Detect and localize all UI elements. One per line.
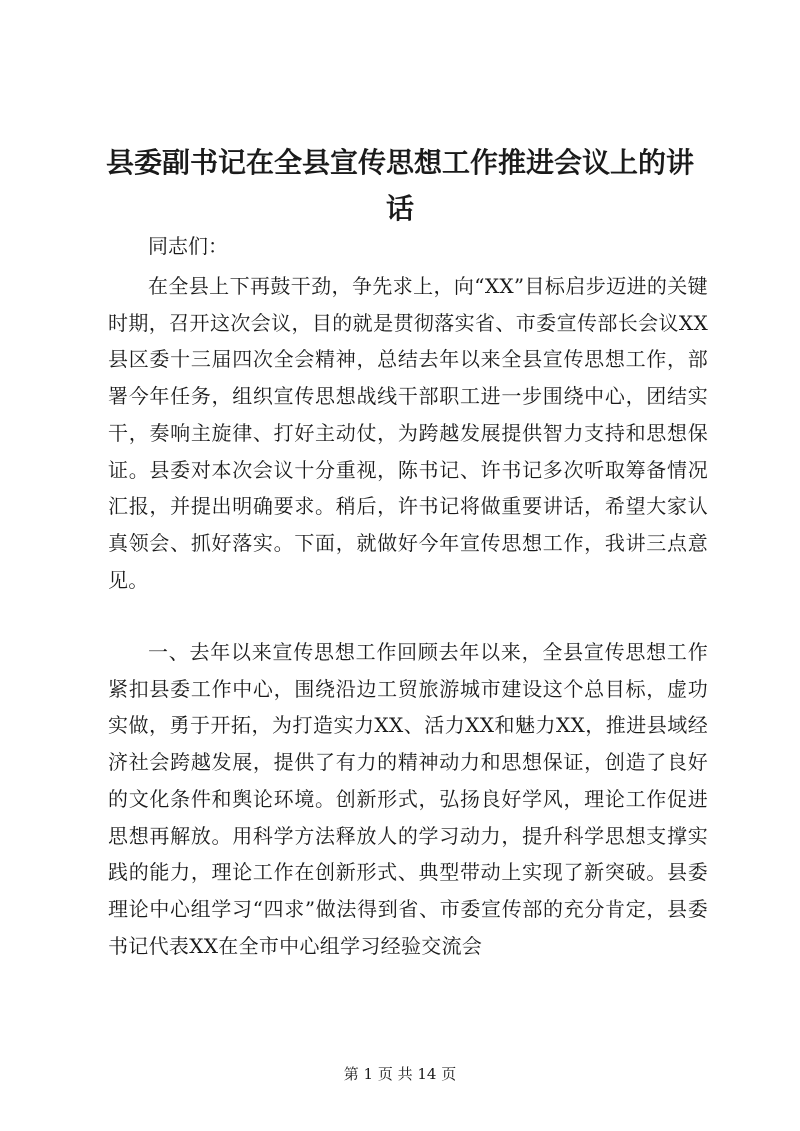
page-number-footer: 第 1 页 共 14 页	[343, 1065, 457, 1083]
body-paragraph: 在全县上下再鼓干劲，争先求上，向“XX”目标启步迈进的关键时期，召开这次会议，目的就是贯彻落实省、市委宣传部长会议XX县区委十三届四次全会精神，总结去年以来全县宣传思想工作，部署今年任务，组织宣传思想战线干部职工进一步围绕中心，团结实干，奏响主旋律、打好主动仗，为跨越发展提供智力支持和思想保证。县委对本次会议十分重视，陈书记、许书记多次听取筹备情况汇报，并提出明确要求。稍后，许书记将做重要讲话，希望大家认真领会、抓好落实。下面，就做好今年宣传思想工作，我讲三点意见。	[108, 274, 708, 592]
body-paragraph: 一、去年以来宣传思想工作回顾去年以来，全县宣传思想工作紧扣县委工作中心，围绕沿边工贸旅游城市建设这个总目标，虚功实做，勇于开拓，为打造实力XX、活力XX和魅力XX，推进县域经济社会跨越发展，提供了有力的精神动力和思想保证，创造了良好的文化条件和舆论环境。创新形式，弘扬良好学风，理论工作促进思想再解放。用科学方法释放人的学习动力，提升科学思想支撑实践的能力，理论工作在创新形式、典型带动上实现了新突破。县委理论中心组学习“四求”做法得到省、市委宣传部的充分肯定，县委书记代表XX在全市中心组学习经验交流会	[108, 640, 708, 958]
salutation: 同志们：	[148, 234, 228, 258]
document-title: 县委副书记在全县宣传思想工作推进会议上的讲话	[105, 146, 694, 225]
